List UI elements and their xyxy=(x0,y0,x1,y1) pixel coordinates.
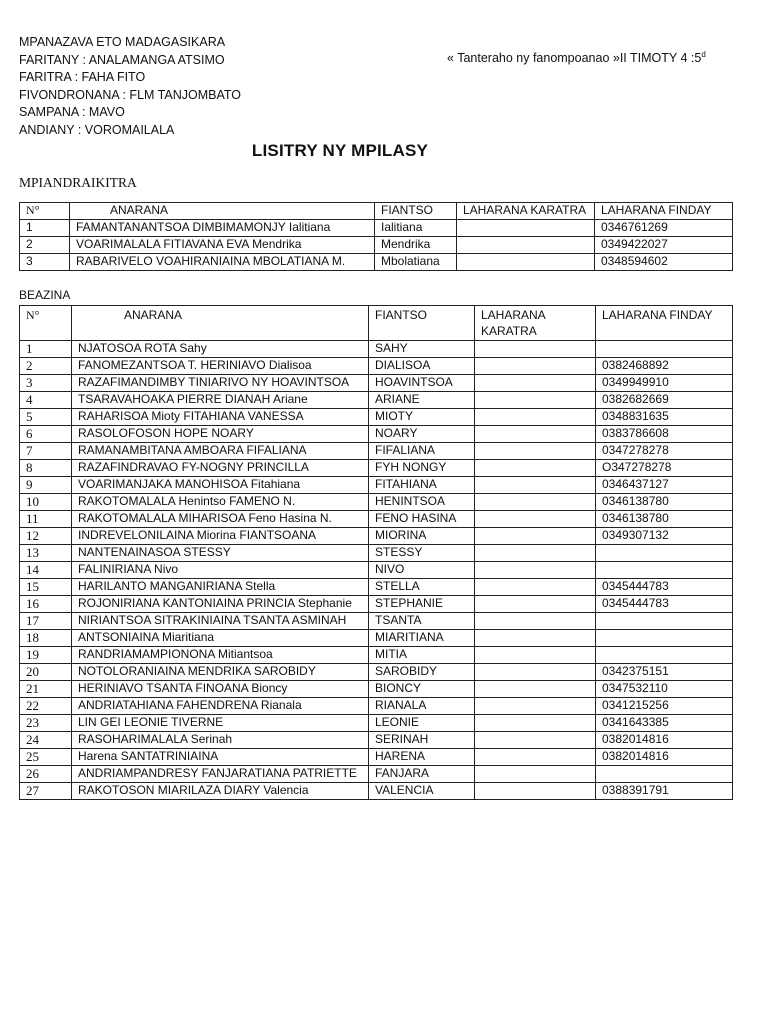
members-cell-name: RAKOTOSON MIARILAZA DIARY Valencia xyxy=(72,783,369,800)
members-cell-number: 10 xyxy=(20,494,72,511)
members-cell-phone-number: 0346138780 xyxy=(596,494,733,511)
members-cell-name: FALINIRIANA Nivo xyxy=(72,562,369,579)
members-cell-name: RAHARISOA Mioty FITAHIANA VANESSA xyxy=(72,409,369,426)
leaders-cell-number: 3 xyxy=(20,254,70,271)
members-cell-number: 24 xyxy=(20,732,72,749)
members-cell-nickname: BIONCY xyxy=(369,681,475,698)
leaders-cell-card-number xyxy=(457,220,595,237)
table-row xyxy=(20,237,733,254)
members-cell-phone-number: 0388391791 xyxy=(596,783,733,800)
members-cell-nickname: SERINAH xyxy=(369,732,475,749)
table-row xyxy=(20,630,733,647)
table-row xyxy=(20,341,733,358)
leaders-cell-card-number xyxy=(457,237,595,254)
table-row xyxy=(20,220,733,237)
members-header-phone-number: LAHARANA FINDAY xyxy=(596,306,733,341)
members-header-number: N° xyxy=(20,306,72,341)
members-cell-card-number xyxy=(475,409,596,426)
table-row xyxy=(20,443,733,460)
members-cell-card-number xyxy=(475,613,596,630)
table-row xyxy=(20,783,733,800)
members-cell-name: NIRIANTSOA SITRAKINIAINA TSANTA ASMINAH xyxy=(72,613,369,630)
leaders-cell-phone-number: 0349422027 xyxy=(595,237,733,254)
members-cell-card-number xyxy=(475,596,596,613)
leaders-header-nickname: FIANTSO xyxy=(375,203,457,220)
members-cell-name: Harena SANTATRINIAINA xyxy=(72,749,369,766)
members-cell-phone-number: 0346437127 xyxy=(596,477,733,494)
table-row xyxy=(20,409,733,426)
page-title: LISITRY NY MPILASY xyxy=(251,141,429,160)
members-cell-name: LIN GEI LEONIE TIVERNE xyxy=(72,715,369,732)
members-cell-name: TSARAVAHOAKA PIERRE DIANAH Ariane xyxy=(72,392,369,409)
header-line-region: FARITRA : FAHA FITO xyxy=(19,70,146,85)
members-cell-phone-number xyxy=(596,630,733,647)
leaders-header-card-number: LAHARANA KARATRA xyxy=(457,203,595,220)
members-cell-card-number xyxy=(475,579,596,596)
table-row xyxy=(20,596,733,613)
table-row xyxy=(20,477,733,494)
members-cell-phone-number xyxy=(596,341,733,358)
members-cell-nickname: MIARITIANA xyxy=(369,630,475,647)
members-cell-name: RAMANAMBITANA AMBOARA FIFALIANA xyxy=(72,443,369,460)
members-cell-nickname: FITAHIANA xyxy=(369,477,475,494)
members-cell-number: 7 xyxy=(20,443,72,460)
header-line-district: FIVONDRONANA : FLM TANJOMBATO xyxy=(19,87,242,102)
members-cell-name: NANTENAINASOA STESSY xyxy=(72,545,369,562)
members-cell-phone-number: 0347278278 xyxy=(596,443,733,460)
header-line-unit: ANDIANY : VOROMAILALA xyxy=(19,122,175,137)
members-cell-phone-number: 0346138780 xyxy=(596,511,733,528)
table-row xyxy=(20,545,733,562)
members-cell-name: RASOHARIMALALA Serinah xyxy=(72,732,369,749)
members-cell-number: 9 xyxy=(20,477,72,494)
members-cell-number: 17 xyxy=(20,613,72,630)
members-cell-card-number xyxy=(475,392,596,409)
members-cell-number: 1 xyxy=(20,341,72,358)
table-row xyxy=(20,511,733,528)
members-cell-phone-number: 0345444783 xyxy=(596,596,733,613)
members-cell-name: ANTSONIAINA Miaritiana xyxy=(72,630,369,647)
leaders-cell-name: RABARIVELO VOAHIRANIAINA MBOLATIANA M. xyxy=(70,254,375,271)
members-cell-name: HARILANTO MANGANIRIANA Stella xyxy=(72,579,369,596)
members-cell-phone-number xyxy=(596,613,733,630)
members-cell-number: 23 xyxy=(20,715,72,732)
members-cell-name: ANDRIATAHIANA FAHENDRENA Rianala xyxy=(72,698,369,715)
members-cell-card-number xyxy=(475,528,596,545)
members-cell-nickname: SAHY xyxy=(369,341,475,358)
members-cell-nickname: STEPHANIE xyxy=(369,596,475,613)
table-row xyxy=(20,426,733,443)
leaders-header-number: N° xyxy=(20,203,70,220)
members-cell-phone-number: 0341643385 xyxy=(596,715,733,732)
members-cell-phone-number: O347278278 xyxy=(596,460,733,477)
members-cell-card-number xyxy=(475,664,596,681)
members-cell-number: 15 xyxy=(20,579,72,596)
members-cell-number: 6 xyxy=(20,426,72,443)
members-cell-card-number xyxy=(475,443,596,460)
members-cell-phone-number: 0345444783 xyxy=(596,579,733,596)
table-row xyxy=(20,358,733,375)
table-row xyxy=(20,562,733,579)
members-cell-card-number xyxy=(475,681,596,698)
members-cell-nickname: STELLA xyxy=(369,579,475,596)
members-cell-card-number xyxy=(475,749,596,766)
members-cell-number: 26 xyxy=(20,766,72,783)
table-row xyxy=(20,732,733,749)
members-cell-name: INDREVELONILAINA Miorina FIANTSOANA xyxy=(72,528,369,545)
leaders-header-name: ANARANA xyxy=(70,203,375,220)
members-header-name: ANARANA xyxy=(72,306,369,341)
members-cell-nickname: NOARY xyxy=(369,426,475,443)
members-cell-phone-number: 0341215256 xyxy=(596,698,733,715)
members-cell-card-number xyxy=(475,477,596,494)
members-cell-number: 27 xyxy=(20,783,72,800)
members-cell-nickname: TSANTA xyxy=(369,613,475,630)
members-header-nickname: FIANTSO xyxy=(369,306,475,341)
table-row xyxy=(20,579,733,596)
members-cell-name: RANDRIAMAMPIONONA Mitiantsoa xyxy=(72,647,369,664)
members-cell-nickname: HENINTSOA xyxy=(369,494,475,511)
members-cell-nickname: HARENA xyxy=(369,749,475,766)
table-row xyxy=(20,647,733,664)
leaders-cell-phone-number: 0348594602 xyxy=(595,254,733,271)
members-cell-card-number xyxy=(475,630,596,647)
table-row xyxy=(20,613,733,630)
table-row xyxy=(20,494,733,511)
members-cell-card-number xyxy=(475,358,596,375)
members-header-row xyxy=(20,306,733,341)
members-cell-card-number xyxy=(475,426,596,443)
members-cell-card-number xyxy=(475,783,596,800)
members-cell-card-number xyxy=(475,732,596,749)
members-cell-number: 19 xyxy=(20,647,72,664)
members-cell-nickname: MIOTY xyxy=(369,409,475,426)
members-cell-name: ROJONIRIANA KANTONIAINA PRINCIA Stephanie xyxy=(72,596,369,613)
leaders-table xyxy=(19,202,733,271)
members-cell-name: NJATOSOA ROTA Sahy xyxy=(72,341,369,358)
members-cell-phone-number xyxy=(596,562,733,579)
members-cell-name: ANDRIAMPANDRESY FANJARATIANA PATRIETTE xyxy=(72,766,369,783)
leaders-cell-card-number xyxy=(457,254,595,271)
members-cell-nickname: RIANALA xyxy=(369,698,475,715)
table-row xyxy=(20,528,733,545)
members-cell-card-number xyxy=(475,766,596,783)
members-cell-phone-number xyxy=(596,766,733,783)
members-cell-phone-number xyxy=(596,545,733,562)
members-cell-name: RAZAFIMANDIMBY TINIARIVO NY HOAVINTSOA xyxy=(72,375,369,392)
members-cell-card-number xyxy=(475,698,596,715)
leaders-cell-name: FAMANTANANTSOA DIMBIMAMONJY Ialitiana xyxy=(70,220,375,237)
members-cell-card-number xyxy=(475,341,596,358)
members-cell-number: 20 xyxy=(20,664,72,681)
header-line-country: MPANAZAVA ETO MADAGASIKARA xyxy=(19,35,226,49)
table-row xyxy=(20,375,733,392)
members-cell-phone-number: 0382014816 xyxy=(596,749,733,766)
table-row xyxy=(20,698,733,715)
members-cell-nickname: FANJARA xyxy=(369,766,475,783)
members-cell-number: 13 xyxy=(20,545,72,562)
members-cell-nickname: FENO HASINA xyxy=(369,511,475,528)
members-cell-phone-number: 0347532110 xyxy=(596,681,733,698)
members-cell-card-number xyxy=(475,715,596,732)
leaders-heading: MPIANDRAIKITRA xyxy=(19,175,137,190)
members-cell-nickname: FYH NONGY xyxy=(369,460,475,477)
leaders-cell-number: 2 xyxy=(20,237,70,254)
members-cell-nickname: HOAVINTSOA xyxy=(369,375,475,392)
members-cell-name: FANOMEZANTSOA T. HERINIAVO Dialisoa xyxy=(72,358,369,375)
members-cell-phone-number: 0382014816 xyxy=(596,732,733,749)
members-cell-phone-number xyxy=(596,647,733,664)
members-cell-number: 18 xyxy=(20,630,72,647)
members-cell-number: 2 xyxy=(20,358,72,375)
members-cell-nickname: FIFALIANA xyxy=(369,443,475,460)
table-row xyxy=(20,392,733,409)
document-header xyxy=(19,34,241,140)
table-row xyxy=(20,715,733,732)
members-cell-nickname: STESSY xyxy=(369,545,475,562)
members-cell-card-number xyxy=(475,375,596,392)
leaders-header-phone-number: LAHARANA FINDAY xyxy=(595,203,733,220)
verse-text: « Tanteraho ny fanompoanao »II TIMOTY 4 :5 xyxy=(447,51,702,65)
leaders-cell-number: 1 xyxy=(20,220,70,237)
members-table xyxy=(19,305,733,800)
leaders-cell-phone-number: 0346761269 xyxy=(595,220,733,237)
members-cell-name: RAZAFINDRAVAO FY-NOGNY PRINCILLA xyxy=(72,460,369,477)
members-cell-nickname: VALENCIA xyxy=(369,783,475,800)
leaders-cell-nickname: Mendrika xyxy=(375,237,457,254)
members-cell-phone-number: 0382682669 xyxy=(596,392,733,409)
members-cell-nickname: MITIA xyxy=(369,647,475,664)
table-row xyxy=(20,749,733,766)
members-cell-number: 14 xyxy=(20,562,72,579)
members-cell-phone-number: 0349307132 xyxy=(596,528,733,545)
verse-quote xyxy=(447,51,706,65)
members-cell-nickname: DIALISOA xyxy=(369,358,475,375)
members-cell-number: 5 xyxy=(20,409,72,426)
members-cell-number: 25 xyxy=(20,749,72,766)
members-cell-number: 21 xyxy=(20,681,72,698)
header-line-province: FARITANY : ANALAMANGA ATSIMO xyxy=(19,52,225,67)
table-row xyxy=(20,664,733,681)
members-cell-number: 8 xyxy=(20,460,72,477)
leaders-cell-nickname: Ialitiana xyxy=(375,220,457,237)
verse-superscript: d xyxy=(701,49,706,59)
members-cell-number: 4 xyxy=(20,392,72,409)
members-cell-nickname: MIORINA xyxy=(369,528,475,545)
members-heading: BEAZINA xyxy=(19,288,71,302)
members-cell-card-number xyxy=(475,511,596,528)
members-cell-nickname: SAROBIDY xyxy=(369,664,475,681)
table-row xyxy=(20,766,733,783)
members-cell-phone-number: 0382468892 xyxy=(596,358,733,375)
members-cell-phone-number: 0383786608 xyxy=(596,426,733,443)
members-cell-name: RAKOTOMALALA MIHARISOA Feno Hasina N. xyxy=(72,511,369,528)
leaders-header-row xyxy=(20,203,733,220)
header-line-branch: SAMPANA : MAVO xyxy=(19,105,125,120)
table-row xyxy=(20,460,733,477)
members-cell-number: 22 xyxy=(20,698,72,715)
members-cell-name: HERINIAVO TSANTA FINOANA Bioncy xyxy=(72,681,369,698)
leaders-cell-nickname: Mbolatiana xyxy=(375,254,457,271)
members-cell-card-number xyxy=(475,460,596,477)
members-cell-name: RAKOTOMALALA Henintso FAMENO N. xyxy=(72,494,369,511)
members-cell-number: 12 xyxy=(20,528,72,545)
members-cell-card-number xyxy=(475,545,596,562)
members-header-card-number: LAHARANA KARATRA xyxy=(475,306,596,341)
members-cell-number: 11 xyxy=(20,511,72,528)
members-cell-number: 16 xyxy=(20,596,72,613)
members-cell-phone-number: 0349949910 xyxy=(596,375,733,392)
members-cell-nickname: NIVO xyxy=(369,562,475,579)
members-cell-card-number xyxy=(475,562,596,579)
members-cell-phone-number: 0348831635 xyxy=(596,409,733,426)
members-cell-nickname: LEONIE xyxy=(369,715,475,732)
members-cell-number: 3 xyxy=(20,375,72,392)
table-row xyxy=(20,254,733,271)
table-row xyxy=(20,681,733,698)
members-cell-phone-number: 0342375151 xyxy=(596,664,733,681)
members-cell-name: VOARIMANJAKA MANOHISOA Fitahiana xyxy=(72,477,369,494)
members-cell-nickname: ARIANE xyxy=(369,392,475,409)
members-cell-card-number xyxy=(475,647,596,664)
members-cell-name: NOTOLORANIAINA MENDRIKA SAROBIDY xyxy=(72,664,369,681)
leaders-cell-name: VOARIMALALA FITIAVANA EVA Mendrika xyxy=(70,237,375,254)
members-cell-name: RASOLOFOSON HOPE NOARY xyxy=(72,426,369,443)
members-cell-card-number xyxy=(475,494,596,511)
